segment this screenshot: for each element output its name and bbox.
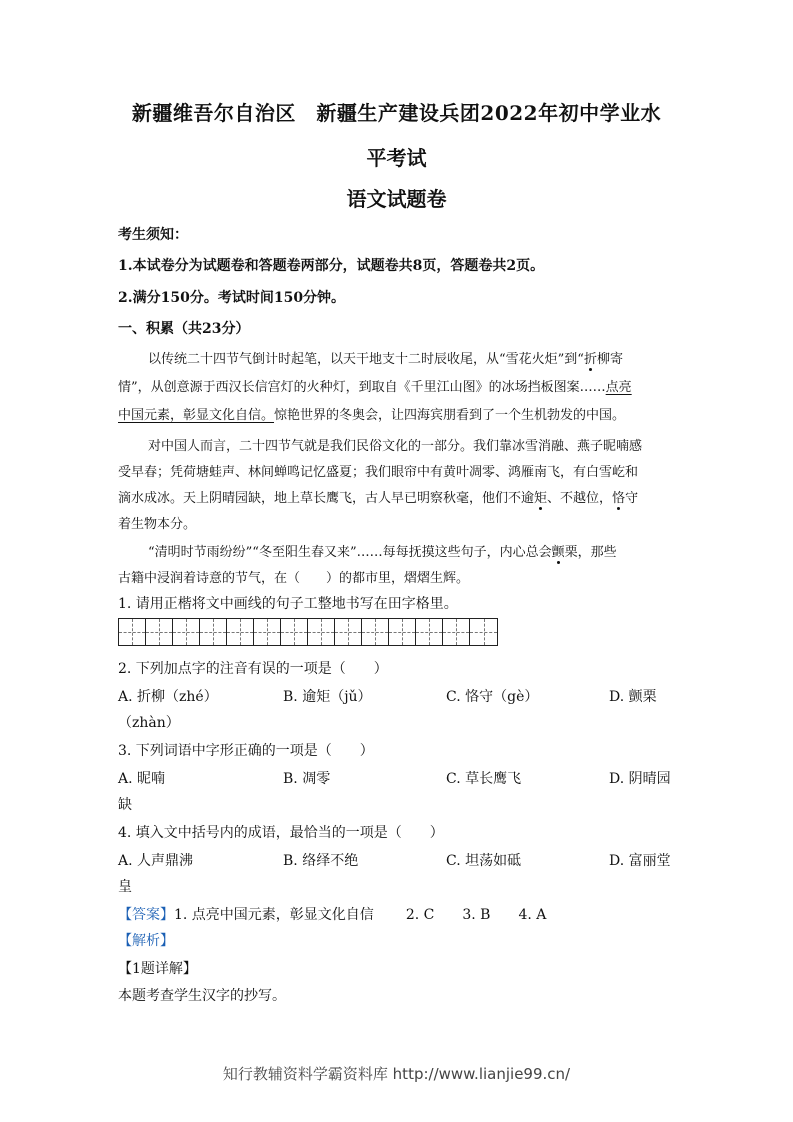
tianzige-cell[interactable]	[281, 619, 308, 645]
passage-line	[118, 404, 625, 423]
passage-text: 柳寄	[596, 352, 623, 367]
q3-option-d-wrap: 缺	[118, 797, 132, 813]
q3-option-d[interactable]: D. 阴晴园	[609, 771, 671, 787]
q4-option-d-wrap: 皇	[118, 879, 132, 895]
q2-option-b[interactable]: B. 逾矩（jǔ）	[283, 689, 372, 705]
q3-option-b[interactable]: B. 凋零	[283, 771, 331, 787]
tianzige-cell[interactable]	[389, 619, 416, 645]
underlined-sentence: 点亮	[605, 380, 632, 395]
tianzige-cell[interactable]	[335, 619, 362, 645]
tianzige-cell[interactable]	[200, 619, 227, 645]
tianzige-cell[interactable]	[146, 619, 173, 645]
tianzige-cell[interactable]	[416, 619, 443, 645]
q4-option-c[interactable]: C. 坦荡如砥	[446, 853, 522, 869]
tianzige-cell[interactable]	[308, 619, 335, 645]
answer-2: 2. C	[405, 907, 435, 923]
dotted-char: 矩	[534, 491, 548, 506]
underlined-sentence: 中国元素，彰显文化自信。	[118, 408, 275, 423]
q2-option-d[interactable]: D. 颤栗	[609, 689, 657, 705]
question-3: 3. 下列词语中字形正确的一项是（ ）	[118, 743, 374, 759]
passage-line: 受早春；凭荷塘蛙声、林间蝉鸣记忆盛夏；我们眼帘中有黄叶凋零、鸿雁南飞，有白雪屹和	[118, 465, 639, 480]
tianzige-cell[interactable]	[227, 619, 254, 645]
dotted-char: 折	[583, 352, 597, 367]
passage-line	[148, 348, 623, 367]
passage-line: 古籍中浸润着诗意的节气，在（ ）的都市里，熠熠生辉。	[118, 571, 470, 586]
tianzige-cell[interactable]	[254, 619, 281, 645]
q4-option-d[interactable]: D. 富丽堂	[609, 853, 671, 869]
passage-text: 惊艳世界的冬奥会，让四海宾朋看到了一个生机勃发的中国。	[274, 408, 626, 423]
analysis-label: 【解析】	[118, 933, 174, 949]
passage-text: 、不越位，	[547, 491, 613, 506]
analysis-subheading: 【1题详解】	[118, 961, 197, 977]
analysis-text: 本题考查学生汉字的抄写。	[118, 988, 286, 1004]
q2-option-a[interactable]: A. 折柳（zhé）	[118, 689, 218, 705]
answer-1: 1. 点亮中国元素，彰显文化自信	[174, 907, 374, 923]
dotted-char: 恪	[612, 491, 626, 506]
tianzige-cell[interactable]	[443, 619, 470, 645]
exam-subtitle: 语文试题卷	[346, 187, 447, 211]
tianzige-grid[interactable]	[118, 618, 498, 646]
passage-text: 守	[625, 491, 639, 506]
notice-heading: 考生须知：	[118, 227, 188, 243]
passage-line	[148, 541, 617, 560]
passage-text: “清明时节雨纷纷”“冬至阳生春又来”……每每抚摸这些句子，内心总会	[148, 545, 552, 560]
question-2: 2. 下列加点字的注音有误的一项是（ ）	[118, 661, 388, 677]
dotted-char: 颤	[551, 545, 565, 560]
notice-item-2: 2.满分150分。考试时间150分钟。	[118, 290, 346, 306]
exam-title-line1: 新疆维吾尔自治区 新疆生产建设兵团2022年初中学业水	[131, 101, 662, 125]
q2-option-c[interactable]: C. 恪守（gè）	[446, 689, 539, 705]
passage-line: 对中国人而言，二十四节气就是我们民俗文化的一部分。我们靠冰雪消融、燕子昵喃感	[148, 439, 643, 454]
question-1: 1. 请用正楷将文中画线的句子工整地书写在田字格里。	[118, 596, 458, 612]
q2-option-d-wrap: （zhàn）	[118, 715, 180, 731]
passage-line: 着生物本分。	[118, 517, 197, 532]
exam-title-line2: 平考试	[366, 146, 427, 170]
answer-label: 【答案】	[118, 907, 174, 923]
answer-3: 3. B	[462, 907, 491, 923]
tianzige-cell[interactable]	[173, 619, 200, 645]
footer-watermark[interactable]: 知行教辅资料学霸资料库 http://www.lianjie99.cn/	[222, 1065, 571, 1083]
passage-text: 以传统二十四节气倒计时起笔，以天干地支十二时辰收尾，从“雪花火炬”到“	[148, 352, 584, 367]
passage-text: 情”，从创意源于西汉长信宫灯的火种灯，到取自《千里江山图》的冰场挡板图案……	[118, 380, 606, 395]
answer-line	[118, 904, 546, 924]
q4-option-a[interactable]: A. 人声鼎沸	[118, 853, 194, 869]
notice-item-1: 1.本试卷分为试题卷和答题卷两部分，试题卷共8页，答题卷共2页。	[118, 258, 545, 274]
tianzige-cell[interactable]	[470, 619, 497, 645]
question-4: 4. 填入文中括号内的成语，最恰当的一项是（ ）	[118, 825, 444, 841]
q4-option-b[interactable]: B. 络绎不绝	[283, 853, 359, 869]
passage-text: 滴水成冰。天上阴晴园缺，地上草长鹰飞，古人早已明察秋毫，他们不逾	[118, 491, 535, 506]
tianzige-cell[interactable]	[362, 619, 389, 645]
answer-4: 4. A	[518, 907, 547, 923]
tianzige-cell[interactable]	[119, 619, 146, 645]
section-heading: 一、积累（共23分）	[118, 321, 250, 337]
passage-line	[118, 487, 638, 506]
q3-option-c[interactable]: C. 草长鹰飞	[446, 771, 522, 787]
passage-line	[118, 376, 632, 395]
q3-option-a[interactable]: A. 昵喃	[118, 771, 166, 787]
passage-text: 栗，那些	[564, 545, 617, 560]
